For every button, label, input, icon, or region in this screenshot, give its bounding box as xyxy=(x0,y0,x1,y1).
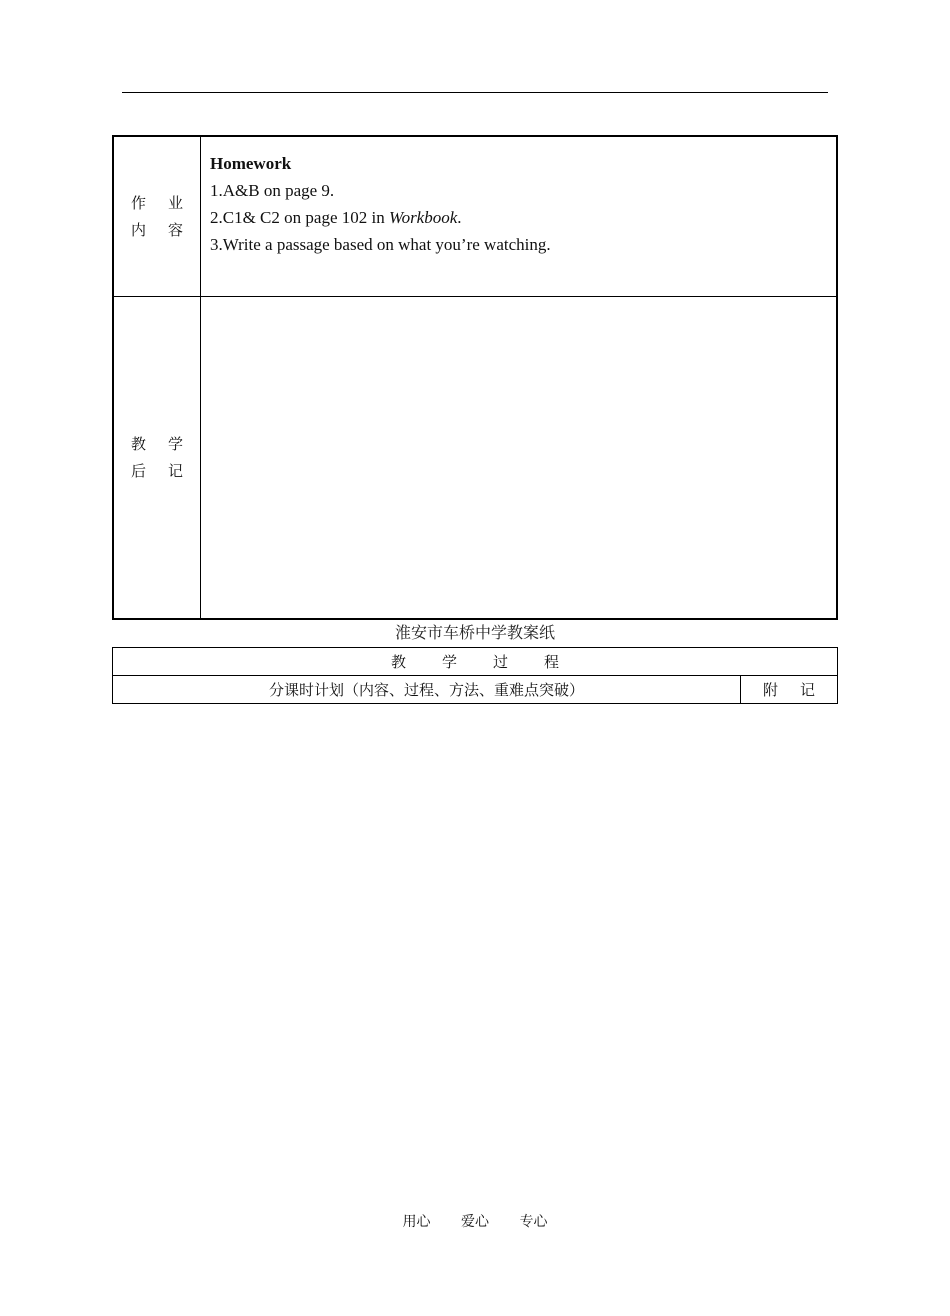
notes-label-cell xyxy=(114,297,201,618)
plan-label: 分课时计划（内容、过程、方法、重难点突破） xyxy=(113,676,741,703)
title-char: 程 xyxy=(544,653,560,671)
footer-word: 专心 xyxy=(519,1214,548,1230)
label-char: 教 xyxy=(130,434,146,453)
homework-content xyxy=(201,137,836,296)
homework-item-2-end: . xyxy=(457,208,462,227)
lesson-plan-form xyxy=(112,647,838,704)
label-char: 业 xyxy=(168,193,184,212)
title-char: 过 xyxy=(493,653,509,671)
homework-item-2 xyxy=(210,204,827,231)
page-footer xyxy=(0,1211,950,1233)
homework-label xyxy=(131,190,183,244)
note-char: 记 xyxy=(800,681,816,699)
process-title-row xyxy=(113,648,837,675)
label-char: 后 xyxy=(130,461,146,480)
homework-title: Homework xyxy=(210,154,292,173)
teaching-notes-row xyxy=(114,297,836,618)
homework-row xyxy=(114,137,836,297)
label-char: 记 xyxy=(168,461,184,480)
footer-word: 爱心 xyxy=(461,1214,489,1230)
label-char: 容 xyxy=(168,220,184,239)
plan-header-row xyxy=(113,675,837,703)
footer-word: 用心 xyxy=(402,1214,431,1230)
process-title xyxy=(113,648,837,675)
homework-item-3: 3.Write a passage based on what you’re watching. xyxy=(210,235,551,254)
school-name: 淮安市车桥中学教案纸 xyxy=(394,623,555,642)
title-char: 学 xyxy=(441,653,457,671)
homework-label-cell xyxy=(114,137,201,296)
note-char: 附 xyxy=(762,681,778,699)
label-char: 内 xyxy=(130,220,146,239)
homework-item-1: 1.A&B on page 9. xyxy=(210,181,335,200)
header-rule xyxy=(122,92,828,93)
label-char: 学 xyxy=(168,434,184,453)
workbook-title: Workbook xyxy=(388,208,458,227)
homework-table xyxy=(112,135,838,620)
notes-content xyxy=(201,297,836,618)
title-char: 教 xyxy=(390,653,406,671)
homework-item-2-text: 2.C1& C2 on page 102 in xyxy=(210,208,389,227)
notes-label xyxy=(131,431,183,485)
note-label xyxy=(741,676,837,703)
label-char: 作 xyxy=(130,193,146,212)
